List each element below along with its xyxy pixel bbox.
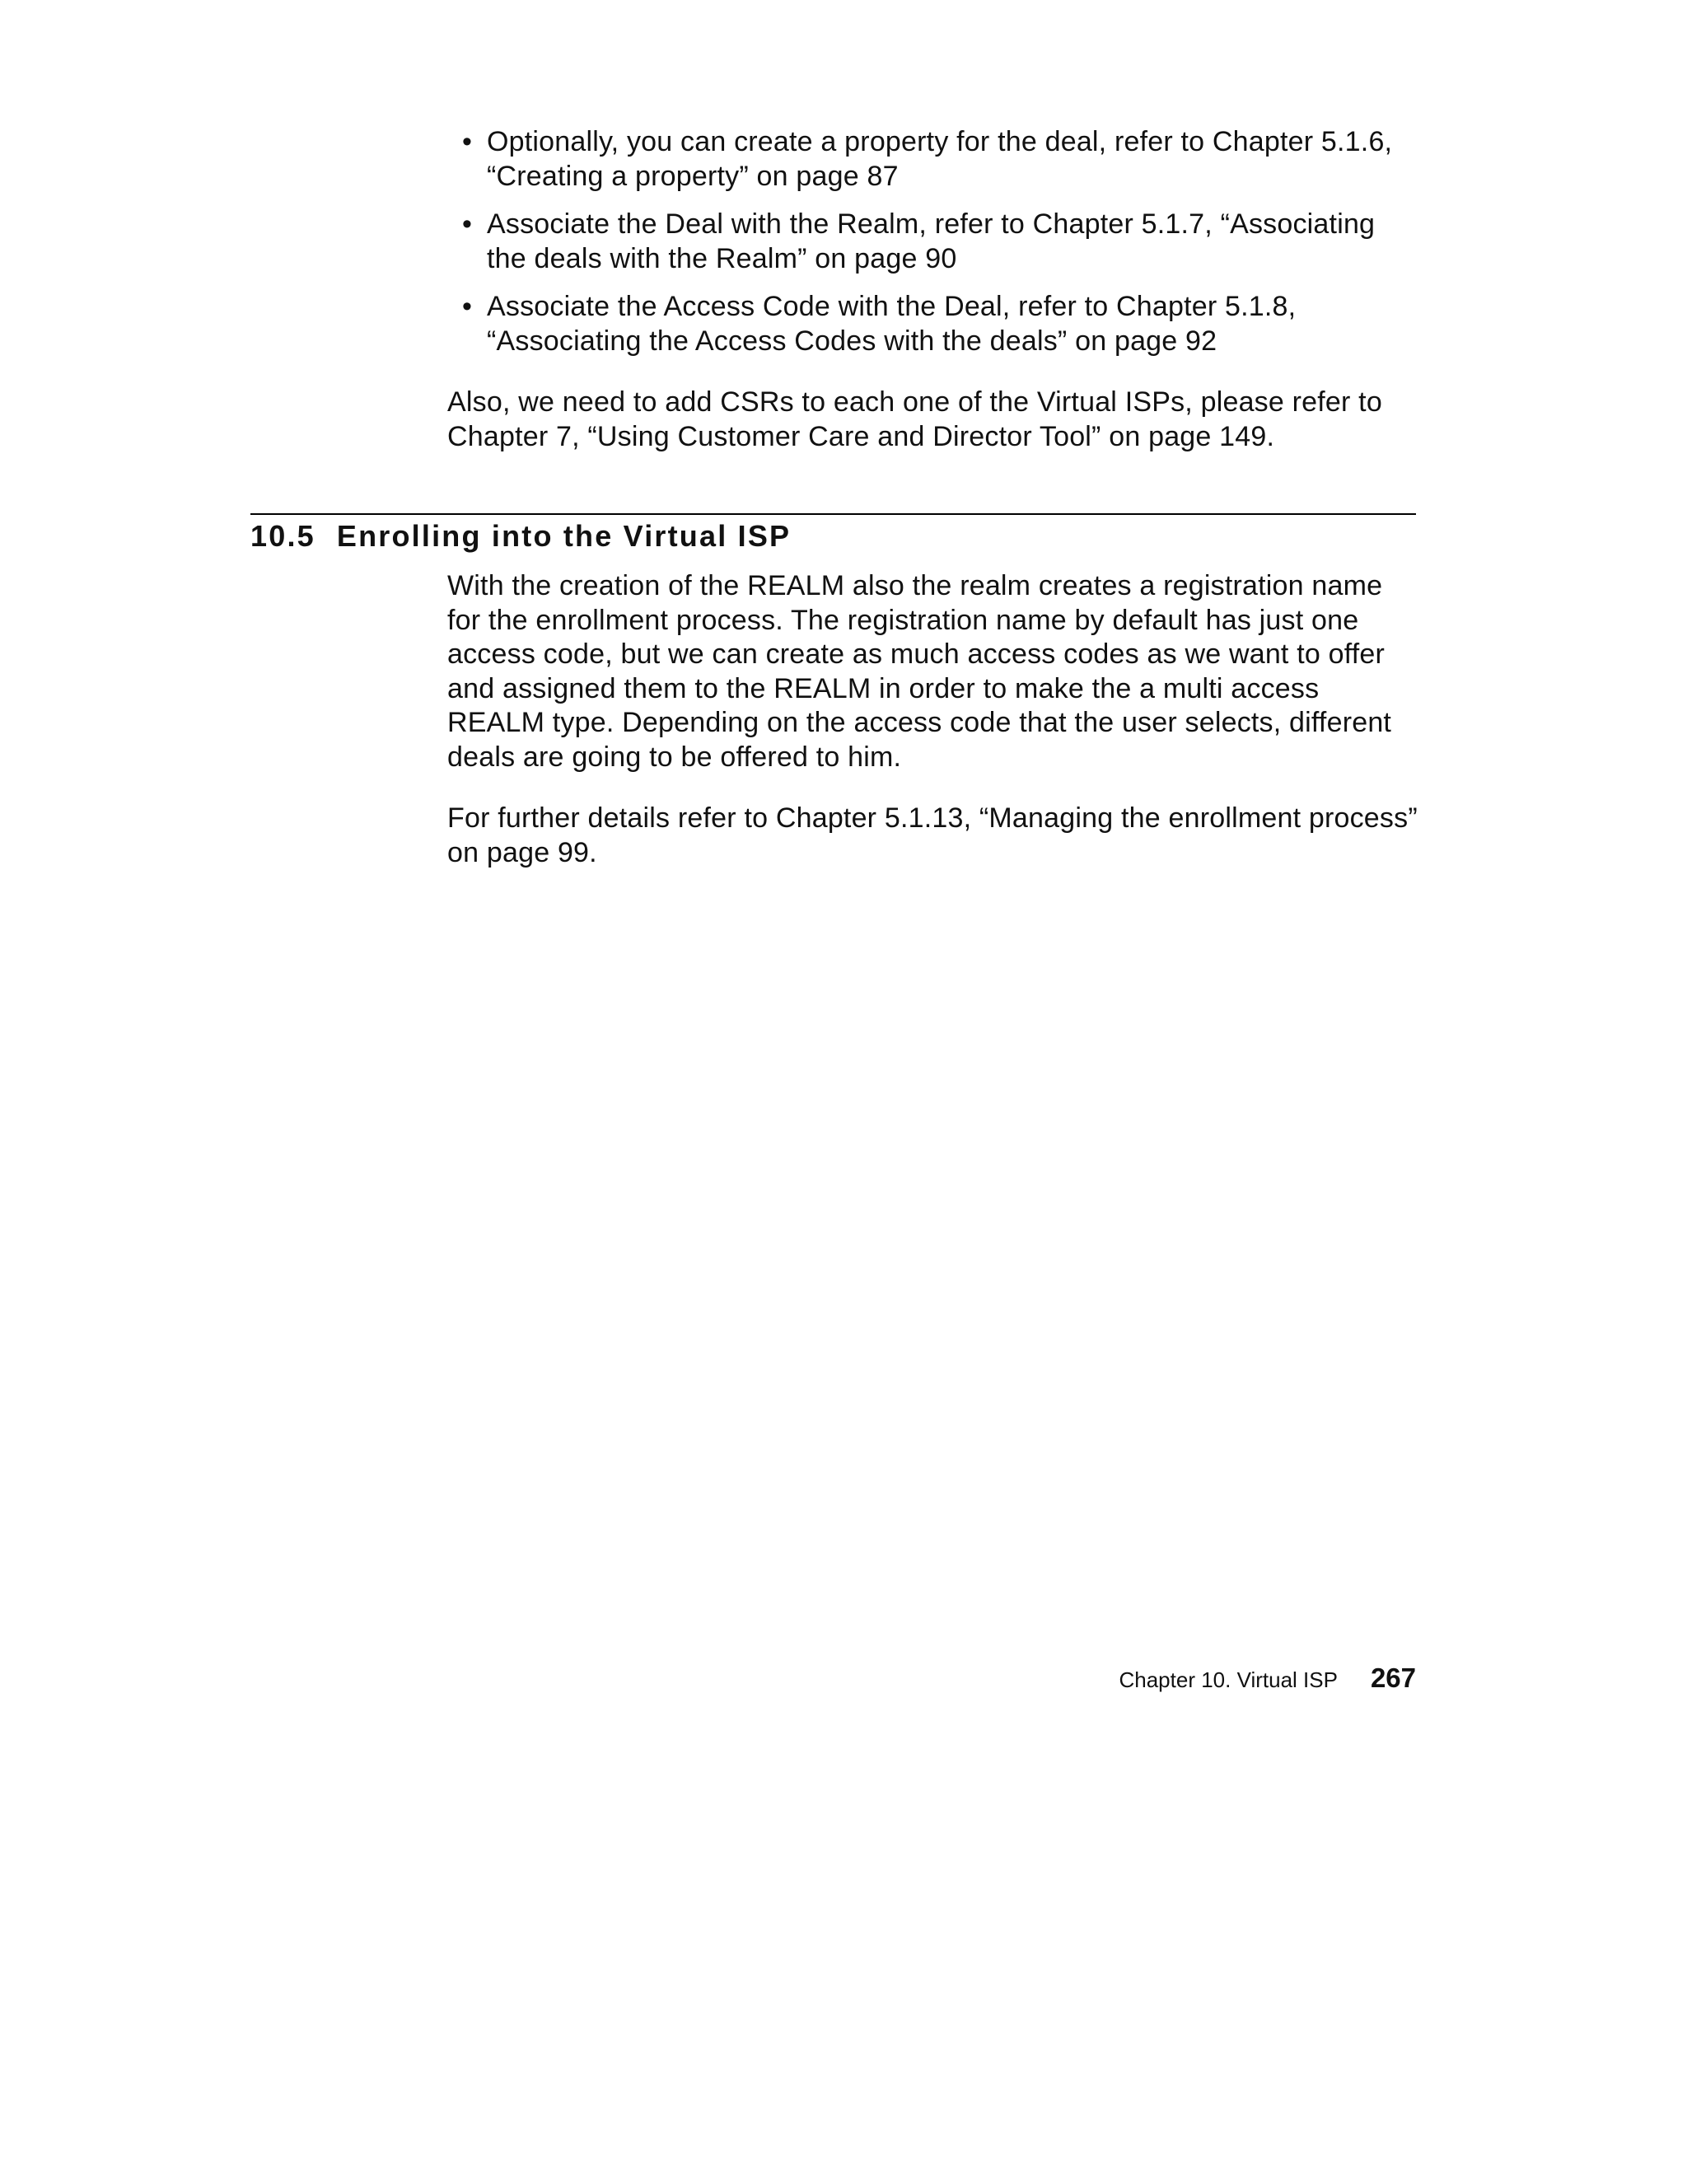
- bullet-list: [447, 125, 1419, 372]
- section-rule: [250, 513, 1416, 515]
- paragraph-csr-reference: Also, we need to add CSRs to each one of the Virtual ISPs, please refer to Chapter 7, “Using Customer Care and Director Tool” on page 149.: [447, 386, 1382, 452]
- bullet-text: Associate the Access Code with the Deal, refer to Chapter 5.1.8, “Associating the Access Codes with the deals” on page 92: [487, 291, 1297, 357]
- bullet-item: [447, 125, 1419, 194]
- page-footer: [1104, 1663, 1416, 1694]
- footer-chapter-title: Chapter 10. Virtual ISP: [1119, 1667, 1338, 1692]
- paragraph-realm-registration: With the creation of the REALM also the realm creates a registration name for the enrollment process. The registration name by default has just one access code, but we can create as much access codes as we want to offer and assigned them to the REALM in order to make the a multi access REALM type. Depending on the access code that the user selects, different deals are going to be offered to him.: [447, 570, 1392, 773]
- page-number: 267: [1370, 1663, 1416, 1693]
- bullet-item: [447, 208, 1419, 276]
- bullet-marker: •: [462, 291, 473, 322]
- section-title: Enrolling into the Virtual ISP: [336, 519, 792, 553]
- bullet-text: Optionally, you can create a property for the deal, refer to Chapter 5.1.6, “Creating a property” on page 87: [487, 126, 1393, 192]
- paragraph-further-details: For further details refer to Chapter 5.1.13, “Managing the enrollment process” on page 99.: [447, 802, 1418, 868]
- bullet-marker: •: [462, 208, 473, 240]
- bullet-marker: •: [462, 126, 473, 157]
- bullet-text: Associate the Deal with the Realm, refer to Chapter 5.1.7, “Associating the deals with the Realm” on page 90: [487, 208, 1376, 274]
- section-number: 10.5: [250, 519, 315, 553]
- bullet-item: [447, 290, 1419, 358]
- section-heading: [250, 517, 791, 555]
